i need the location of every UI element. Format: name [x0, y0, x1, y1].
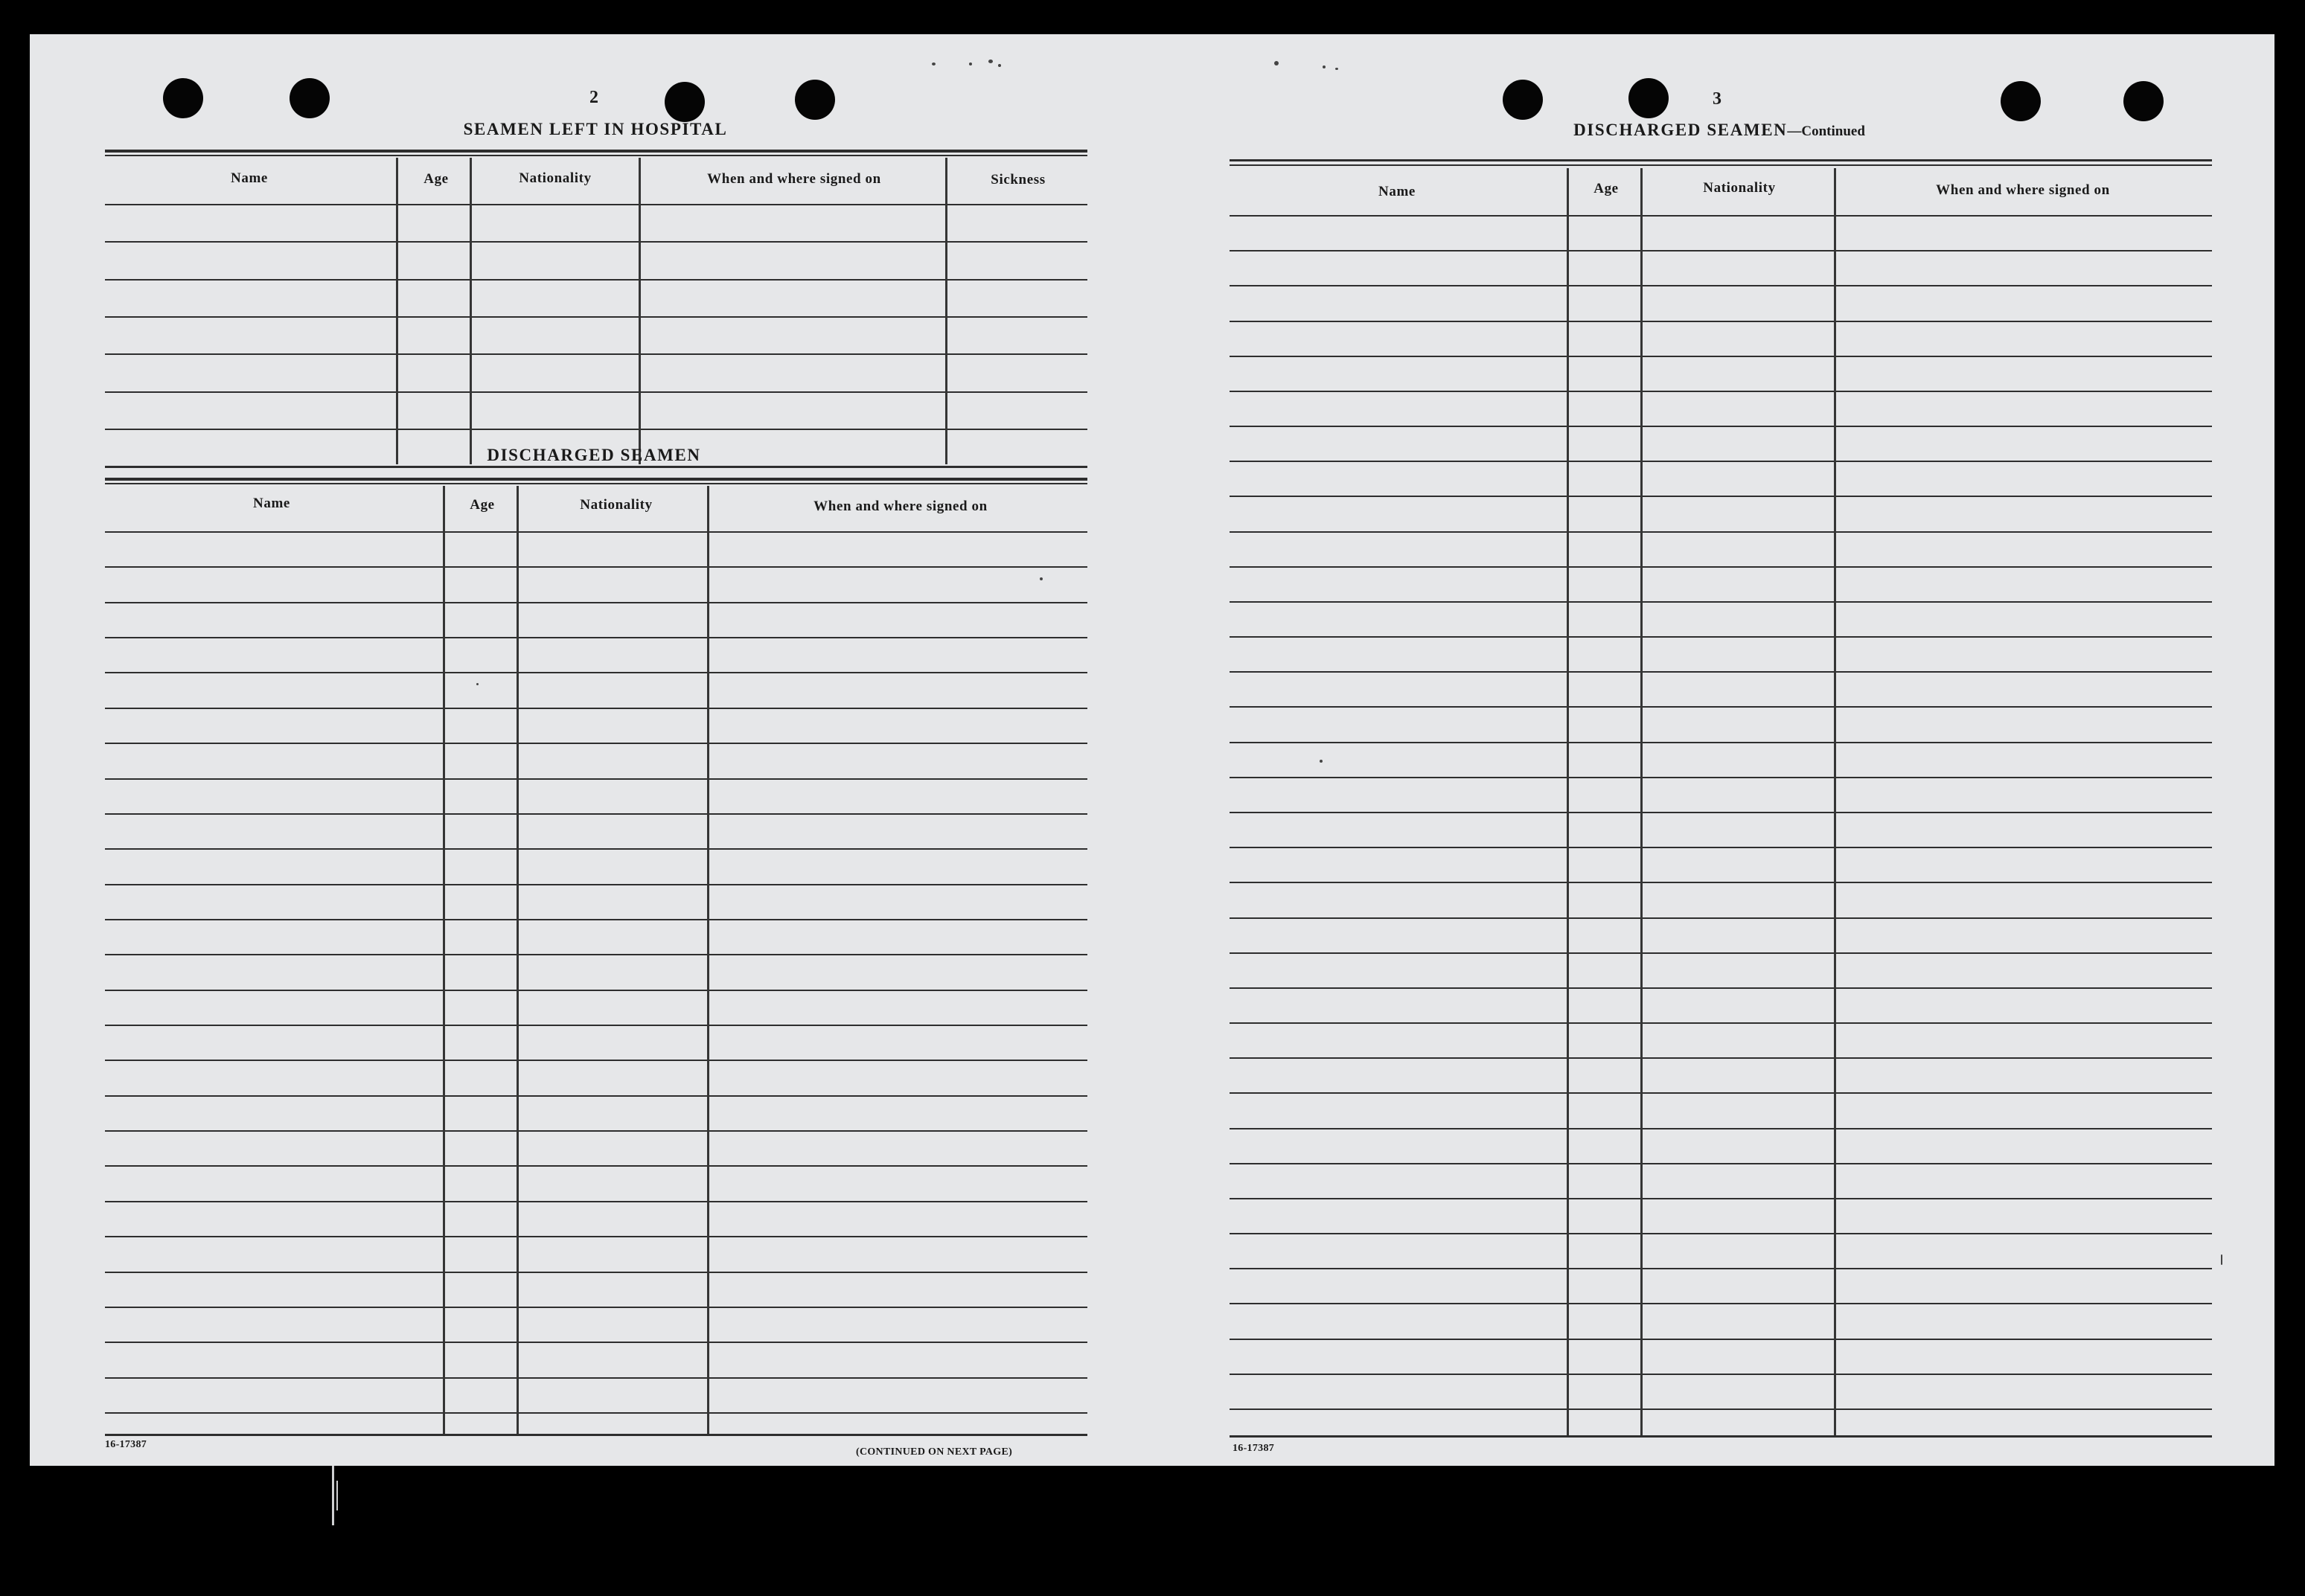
- binder-hole: [795, 80, 835, 120]
- entry-line: [105, 637, 1087, 638]
- entry-line: [1230, 636, 2212, 638]
- dust-speck: [1335, 68, 1338, 70]
- entry-line: [1230, 250, 2212, 251]
- continued-note: (CONTINUED ON NEXT PAGE): [856, 1446, 1013, 1458]
- entry-line: [105, 391, 1087, 393]
- entry-line: [1230, 391, 2212, 392]
- dust-speck: [476, 683, 479, 685]
- entry-line: [105, 1272, 1087, 1273]
- entry-line: [105, 1307, 1087, 1308]
- entry-line: [105, 204, 1087, 205]
- column-divider: [396, 158, 398, 464]
- column-divider: [1567, 168, 1569, 1436]
- column-header-name: Name: [1378, 184, 1416, 199]
- column-header-age: Age: [470, 497, 495, 513]
- entry-line: [1230, 742, 2212, 743]
- paper-sheet: [30, 34, 2274, 1466]
- entry-line: [105, 1130, 1087, 1132]
- form-number: 16-17387: [1233, 1443, 1275, 1454]
- form-number: 16-17387: [105, 1439, 147, 1450]
- dust-speck: [988, 60, 993, 63]
- column-divider: [517, 486, 519, 1435]
- column-header-nationality: Nationality: [519, 170, 592, 186]
- entry-line: [105, 602, 1087, 603]
- scanner-edge-mark: [336, 1481, 338, 1510]
- entry-line: [1230, 1374, 2212, 1375]
- section-title-discharged-continued: [1573, 121, 1865, 140]
- entry-line: [1230, 1163, 2212, 1164]
- entry-line: [105, 531, 1087, 533]
- rule: [1230, 164, 2212, 166]
- binder-hole: [2001, 81, 2041, 121]
- column-divider: [470, 158, 472, 464]
- binder-hole: [1503, 80, 1543, 120]
- entry-line: [105, 778, 1087, 780]
- dust-speck: [932, 63, 936, 65]
- entry-line: [105, 813, 1087, 815]
- title-suffix: —Continued: [1787, 124, 1865, 139]
- rule: [105, 1434, 1087, 1436]
- entry-line: [1230, 777, 2212, 778]
- entry-line: [1230, 601, 2212, 603]
- binder-hole: [665, 82, 705, 122]
- entry-line: [105, 1060, 1087, 1061]
- column-header-name: Name: [253, 496, 290, 511]
- entry-line: [105, 566, 1087, 568]
- dust-speck: [1320, 760, 1323, 763]
- dust-speck: [998, 64, 1001, 67]
- entry-line: [1230, 1408, 2212, 1410]
- column-divider: [443, 486, 445, 1435]
- rule: [105, 466, 1087, 468]
- page-number-right: 3: [1713, 89, 1721, 109]
- entry-line: [105, 672, 1087, 673]
- entry-line: [1230, 706, 2212, 708]
- binder-hole: [2123, 81, 2164, 121]
- rule: [105, 478, 1087, 481]
- entry-line: [105, 353, 1087, 355]
- dust-speck: [2221, 1254, 2222, 1265]
- binder-hole: [1628, 78, 1669, 118]
- entry-line: [105, 1165, 1087, 1167]
- section-title-discharged: DISCHARGED SEAMEN: [487, 446, 701, 464]
- column-header-name: Name: [231, 170, 268, 186]
- column-divider: [707, 486, 709, 1435]
- column-header-age: Age: [1593, 181, 1619, 196]
- entry-line: [1230, 461, 2212, 462]
- dust-speck: [1323, 65, 1326, 68]
- entry-line: [1230, 812, 2212, 813]
- column-divider: [1640, 168, 1643, 1436]
- entry-line: [105, 848, 1087, 850]
- entry-line: [1230, 1303, 2212, 1304]
- entry-line: [1230, 917, 2212, 919]
- entry-line: [1230, 1022, 2212, 1024]
- entry-line: [1230, 952, 2212, 954]
- entry-line: [1230, 1268, 2212, 1269]
- entry-line: [105, 884, 1087, 885]
- entry-line: [1230, 1198, 2212, 1199]
- entry-line: [1230, 1128, 2212, 1129]
- entry-line: [105, 708, 1087, 709]
- column-header-age: Age: [423, 171, 449, 187]
- entry-line: [1230, 215, 2212, 217]
- entry-line: [105, 743, 1087, 744]
- column-header-signed-on: When and where signed on: [813, 499, 988, 514]
- entry-line: [1230, 987, 2212, 989]
- entry-line: [1230, 285, 2212, 286]
- entry-line: [105, 1377, 1087, 1379]
- column-header-sickness: Sickness: [991, 172, 1046, 188]
- rule: [105, 150, 1087, 153]
- entry-line: [105, 1236, 1087, 1237]
- rule: [105, 155, 1087, 156]
- entry-line: [105, 919, 1087, 920]
- entry-line: [1230, 1339, 2212, 1340]
- entry-line: [1230, 321, 2212, 322]
- rule: [105, 483, 1087, 484]
- entry-line: [1230, 1233, 2212, 1234]
- entry-line: [105, 1201, 1087, 1202]
- entry-line: [1230, 671, 2212, 673]
- entry-line: [1230, 1057, 2212, 1059]
- rule: [1230, 1435, 2212, 1438]
- column-divider: [945, 158, 947, 464]
- scanner-edge-mark: [332, 1466, 334, 1525]
- dust-speck: [1274, 61, 1279, 65]
- binder-hole: [290, 78, 330, 118]
- section-title-hospital: SEAMEN LEFT IN HOSPITAL: [463, 120, 728, 138]
- entry-line: [1230, 496, 2212, 497]
- entry-line: [1230, 566, 2212, 568]
- entry-line: [105, 990, 1087, 991]
- column-divider: [1834, 168, 1836, 1436]
- entry-line: [105, 316, 1087, 318]
- column-divider: [639, 158, 641, 464]
- dust-speck: [969, 63, 972, 65]
- entry-line: [105, 1095, 1087, 1097]
- entry-line: [105, 1025, 1087, 1026]
- entry-line: [1230, 426, 2212, 427]
- page-number-left: 2: [589, 88, 598, 107]
- entry-line: [105, 279, 1087, 281]
- binder-hole: [163, 78, 203, 118]
- entry-line: [1230, 1092, 2212, 1094]
- entry-line: [105, 429, 1087, 430]
- column-header-signed-on: When and where signed on: [707, 171, 881, 187]
- title-main: DISCHARGED SEAMEN: [1573, 121, 1788, 139]
- entry-line: [1230, 847, 2212, 848]
- entry-line: [105, 1342, 1087, 1343]
- entry-line: [105, 954, 1087, 955]
- entry-line: [1230, 531, 2212, 533]
- entry-line: [105, 1412, 1087, 1414]
- entry-line: [1230, 356, 2212, 357]
- column-header-signed-on: When and where signed on: [1936, 182, 2110, 198]
- entry-line: [105, 241, 1087, 243]
- entry-line: [1230, 882, 2212, 883]
- column-header-nationality: Nationality: [580, 497, 653, 513]
- column-header-nationality: Nationality: [1703, 180, 1776, 196]
- dust-speck: [1040, 577, 1043, 580]
- rule: [1230, 159, 2212, 161]
